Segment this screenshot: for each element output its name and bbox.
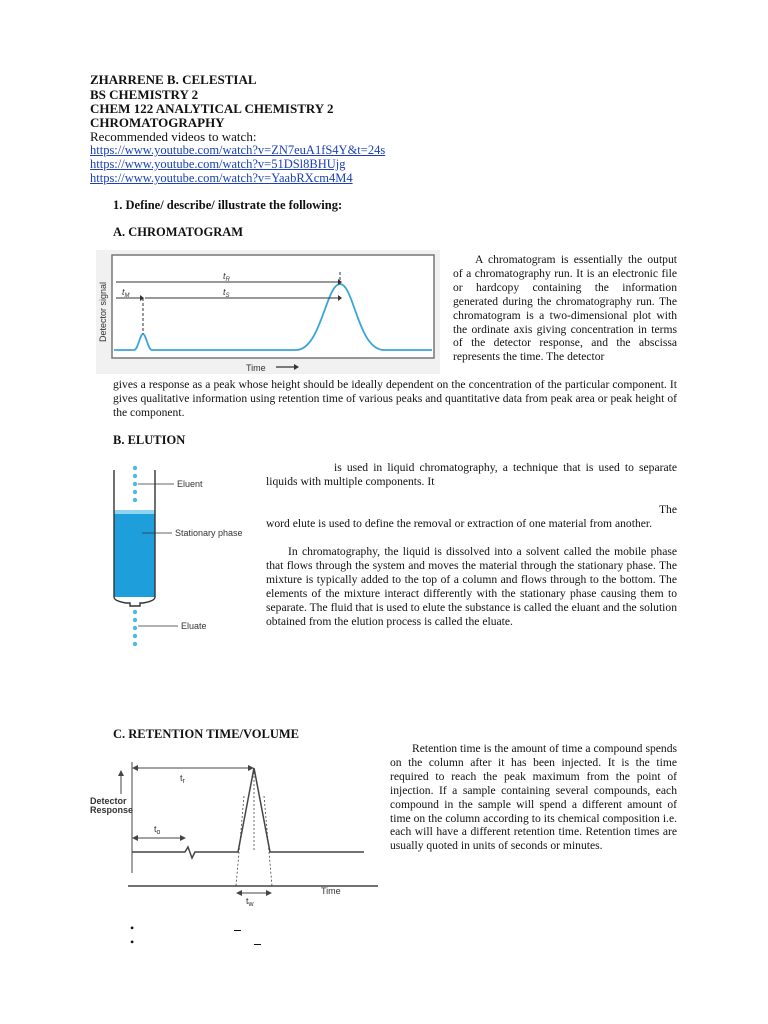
response-curve: [132, 768, 364, 858]
eluent-layer: [114, 510, 155, 514]
retention-time-figure: [88, 748, 384, 906]
chromatogram-figure: [96, 250, 440, 374]
tw-dash-right: [264, 796, 272, 886]
x-axis-label: Time: [321, 886, 341, 896]
course-title: CHEM 122 ANALYTICAL CHEMISTRY 2: [90, 101, 334, 116]
tm-label: $t_M$: [122, 287, 130, 299]
ts-label: $t_S$: [223, 287, 230, 299]
section-c-title: C. RETENTION TIME/VOLUME: [113, 727, 300, 741]
bullet-2: •: [130, 935, 135, 949]
elution-line1: is used in liquid chromatography, a technique that is used to separate liquids with multiple components. It: [266, 461, 677, 488]
tw-label: $t_w$: [246, 896, 254, 906]
y-arrow-head: [118, 770, 124, 776]
recommended-label: Recommended videos to watch:: [90, 129, 257, 144]
to-label: $t_o$: [154, 824, 161, 836]
video-link-3[interactable]: https://www.youtube.com/watch?v=YaabRXcm4M4: [90, 171, 353, 185]
elution-the: The: [658, 503, 677, 516]
author-name: ZHARRENE B. CELESTIAL: [90, 72, 257, 87]
video-link-2[interactable]: https://www.youtube.com/watch?v=51DSl8BHUjg: [90, 157, 346, 171]
chromatogram-paragraph-right: A chromatogram is essentially the output of a chromatography run. It is an electronic file or hardcopy containing the information generated during the chromatography run. The chromatogram is a two-dimensional plot with the ordinate axis giving concentration in terms of the detector response, and the abscissa represents the time. The detector: [453, 253, 677, 364]
elution-paragraph: In chromatography, the liquid is dissolved into a solvent called the mobile phase that flows through the system and moves the material through the stationary phase. The mixture is typically added to the top of a column and flows through to the bottom. The elements of the mixture interact differently with the stationary phase causing them to separate. The fluid that is used to elute the substance is called the eluant and the solution obtained from the elution process is called the eluate.: [266, 545, 677, 628]
section-a-title: A. CHROMATOGRAM: [113, 225, 244, 239]
y-axis-label: Detector signal: [98, 281, 108, 343]
elution-column-figure: [100, 462, 260, 652]
bullet-1: •: [130, 921, 135, 935]
bullet-2-blank: [254, 944, 261, 945]
eluent-drops: [133, 466, 137, 502]
retention-paragraph: Retention time is the amount of time a compound spends on the column after it has been injected. It is the time required to reach the peak maximum from the point of injection. If a sample containing several compounds, each compound in the sample will spend a different amount of time on the column according to its chemical composition i.e. each will have a different retention time. Retention times are usually quoted in units of seconds or minutes.: [390, 742, 677, 853]
eluate-label: Eluate: [181, 621, 207, 631]
tr-label: $t_r$: [180, 773, 185, 785]
y-label-line1: Detector: [90, 796, 127, 806]
topic-title: CHROMATOGRAPHY: [90, 115, 225, 130]
tw-dash-left: [236, 796, 244, 886]
stationary-phase-fill: [114, 512, 155, 597]
bullet-1-blank: [234, 930, 241, 931]
chromatogram-paragraph-full: gives a response as a peak whose height should be ideally dependent on the concentration of the particular component. It gives qualitative information using retention time of various peaks and quantitative data from peak area or peak height of the component.: [113, 378, 677, 419]
elution-line2: word elute is used to define the removal or extraction of one material from another.: [266, 517, 653, 530]
section-b-title: B. ELUTION: [113, 433, 186, 447]
x-axis-label: Time: [246, 363, 266, 373]
tr-label: $t_R$: [223, 271, 230, 283]
eluent-label: Eluent: [177, 479, 203, 489]
eluate-drops: [133, 610, 137, 646]
program: BS CHEMISTRY 2: [90, 87, 199, 102]
y-label-line2: Response: [90, 805, 134, 815]
plot-frame: [112, 255, 434, 358]
video-link-1[interactable]: https://www.youtube.com/watch?v=ZN7euA1fS4Y&t=24s: [90, 143, 386, 157]
stationary-label: Stationary phase: [175, 528, 243, 538]
question-heading: 1. Define/ describe/ illustrate the following:: [113, 198, 343, 212]
